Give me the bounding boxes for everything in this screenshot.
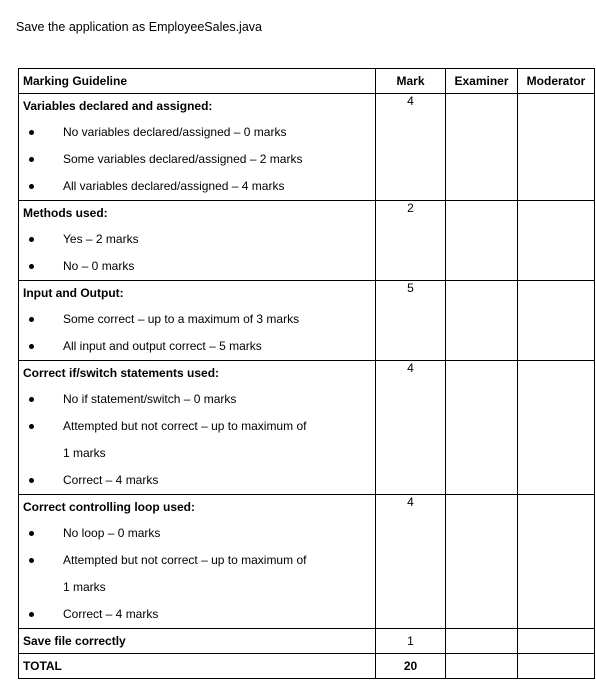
- bullet-icon: [29, 612, 34, 617]
- criteria-text: Yes – 2 marks: [63, 232, 139, 246]
- criteria-text: Attempted but not correct – up to maximum of 1 marks: [63, 553, 307, 594]
- criteria-item: [23, 386, 371, 413]
- bullet-icon: [29, 237, 34, 242]
- examiner-cell: [446, 629, 518, 654]
- criteria-text: No – 0 marks: [63, 259, 135, 273]
- examiner-cell: [446, 281, 518, 361]
- criteria-item: [23, 226, 371, 253]
- header-moderator: Moderator: [518, 69, 595, 94]
- section-guideline-cell: [19, 281, 376, 361]
- bullet-icon: [29, 478, 34, 483]
- criteria-text: No if statement/switch – 0 marks: [63, 392, 237, 406]
- section-row: [19, 94, 595, 201]
- section-title: Correct if/switch statements used:: [23, 366, 220, 380]
- section-mark: 2: [376, 201, 446, 281]
- section-guideline-cell: [19, 495, 376, 629]
- moderator-cell: [518, 654, 595, 679]
- moderator-cell: [518, 201, 595, 281]
- examiner-cell: [446, 654, 518, 679]
- criteria-text: All input and output correct – 5 marks: [63, 339, 262, 353]
- examiner-cell: [446, 361, 518, 495]
- save-mark: 1: [376, 629, 446, 654]
- criteria-text: Attempted but not correct – up to maximum of 1 marks: [63, 419, 307, 460]
- bullet-icon: [29, 157, 34, 162]
- section-title: Variables declared and assigned:: [23, 99, 213, 113]
- section-guideline-cell: [19, 201, 376, 281]
- bullet-icon: [29, 397, 34, 402]
- criteria-text: Correct – 4 marks: [63, 607, 159, 621]
- section-guideline-cell: [19, 94, 376, 201]
- criteria-item: [23, 146, 371, 173]
- criteria-text: No loop – 0 marks: [63, 526, 161, 540]
- section-row: [19, 495, 595, 629]
- table-header-row: [19, 69, 595, 94]
- marking-guideline-table: [18, 68, 595, 679]
- section-row: [19, 201, 595, 281]
- criteria-item: [23, 119, 371, 146]
- moderator-cell: [518, 361, 595, 495]
- bullet-icon: [29, 558, 34, 563]
- criteria-text: No variables declared/assigned – 0 marks: [63, 125, 287, 139]
- moderator-cell: [518, 629, 595, 654]
- criteria-text: Some variables declared/assigned – 2 marks: [63, 152, 303, 166]
- criteria-text: All variables declared/assigned – 4 marks: [63, 179, 285, 193]
- criteria-item: [23, 173, 371, 200]
- section-row: [19, 281, 595, 361]
- section-mark: 4: [376, 94, 446, 201]
- bullet-icon: [29, 531, 34, 536]
- header-mark: Mark: [376, 69, 446, 94]
- section-mark: 5: [376, 281, 446, 361]
- bullet-icon: [29, 424, 34, 429]
- section-row: [19, 361, 595, 495]
- header-guideline: Marking Guideline: [19, 69, 376, 94]
- moderator-cell: [518, 281, 595, 361]
- section-mark: 4: [376, 361, 446, 495]
- criteria-item: [23, 306, 371, 333]
- total-mark: 20: [376, 654, 446, 679]
- criteria-item: [23, 253, 371, 280]
- criteria-item: [23, 601, 371, 628]
- examiner-cell: [446, 94, 518, 201]
- bullet-icon: [29, 264, 34, 269]
- bullet-icon: [29, 344, 34, 349]
- moderator-cell: [518, 495, 595, 629]
- section-title: Methods used:: [23, 206, 108, 220]
- bullet-icon: [29, 184, 34, 189]
- criteria-text: Some correct – up to a maximum of 3 marks: [63, 312, 300, 326]
- criteria-item: [23, 520, 371, 547]
- bullet-icon: [29, 130, 34, 135]
- section-mark: 4: [376, 495, 446, 629]
- moderator-cell: [518, 94, 595, 201]
- section-guideline-cell: [19, 361, 376, 495]
- save-row: [19, 629, 595, 654]
- bullet-icon: [29, 317, 34, 322]
- header-examiner: Examiner: [446, 69, 518, 94]
- criteria-item: [23, 333, 371, 360]
- examiner-cell: [446, 201, 518, 281]
- save-label: Save file correctly: [19, 629, 376, 654]
- criteria-text: Correct – 4 marks: [63, 473, 159, 487]
- examiner-cell: [446, 495, 518, 629]
- criteria-item: [23, 467, 371, 494]
- section-title: Correct controlling loop used:: [23, 500, 196, 514]
- total-row: [19, 654, 595, 679]
- criteria-item: [23, 547, 308, 601]
- total-label: TOTAL: [19, 654, 376, 679]
- intro-text: Save the application as EmployeeSales.java: [16, 20, 262, 34]
- section-title: Input and Output:: [23, 286, 124, 300]
- criteria-item: [23, 413, 308, 467]
